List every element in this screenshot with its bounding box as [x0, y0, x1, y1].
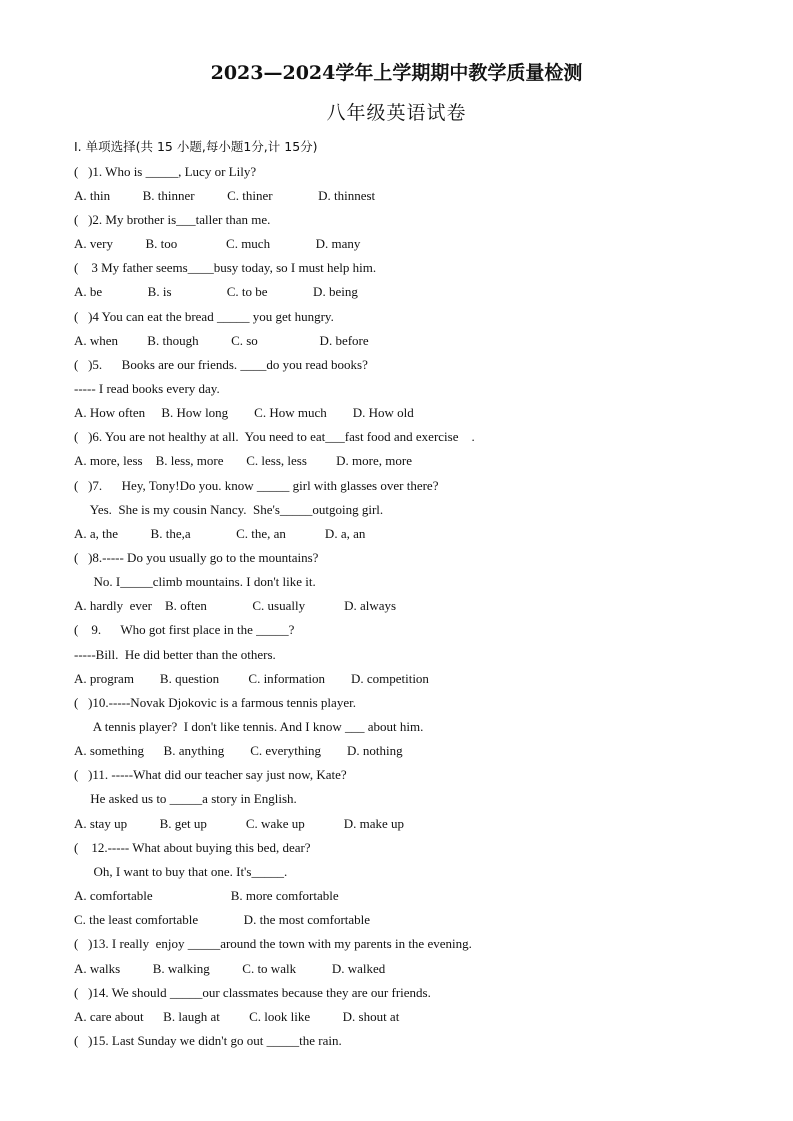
exam-line: A. something B. anything C. everything D. nothing — [74, 743, 403, 758]
exam-title: 2023—2024学年上学期期中教学质量检测 — [210, 62, 583, 84]
exam-line: A. a, the B. the,a C. the, an D. a, an — [74, 526, 366, 541]
exam-line: A. hardly ever B. often C. usually D. always — [74, 598, 397, 613]
exam-line: A. very B. too C. much D. many — [74, 236, 361, 251]
exam-line: A. be B. is C. to be D. being — [74, 284, 358, 299]
exam-line: ( )15. Last Sunday we didn't go out _____the rain. — [74, 1033, 342, 1048]
exam-line: ( )6. You are not healthy at all. You need to eat___fast food and exercise . — [74, 429, 475, 444]
exam-line: ( )1. Who is _____, Lucy or Lily? — [74, 164, 257, 179]
exam-line: ( )11. -----What did our teacher say just now, Kate? — [74, 767, 347, 782]
exam-subtitle: 八年级英语试卷 — [326, 102, 467, 124]
exam-line: A. walks B. walking C. to walk D. walked — [74, 961, 386, 976]
exam-line: A. when B. though C. so D. before — [74, 333, 369, 348]
exam-line: A. comfortable B. more comfortable — [74, 888, 339, 903]
exam-line: ( )10.-----Novak Djokovic is a farmous tennis player. — [74, 695, 356, 710]
exam-line: ( )4 You can eat the bread _____ you get hungry. — [74, 309, 334, 324]
exam-line: A. care about B. laugh at C. look like D. shout at — [74, 1009, 400, 1024]
exam-line: A. stay up B. get up C. wake up D. make up — [74, 816, 405, 831]
exam-line: C. the least comfortable D. the most comfortable — [74, 912, 371, 927]
exam-line: Yes. She is my cousin Nancy. She's_____outgoing girl. — [74, 502, 384, 517]
exam-line: No. I_____climb mountains. I don't like it. — [74, 574, 316, 589]
exam-line: ( 12.----- What about buying this bed, dear? — [74, 840, 311, 855]
exam-line: ( )8.----- Do you usually go to the mountains? — [74, 550, 319, 565]
exam-line: ( 3 My father seems____busy today, so I must help him. — [74, 260, 377, 275]
exam-line: A tennis player? I don't like tennis. And I know ___ about him. — [74, 719, 424, 734]
exam-line: ( )7. Hey, Tony!Do you. know _____ girl with glasses over there? — [74, 478, 439, 493]
exam-line: He asked us to _____a story in English. — [74, 791, 297, 806]
exam-line: ( )13. I really enjoy _____around the town with my parents in the evening. — [74, 936, 472, 951]
exam-line: ( )5. Books are our friends. ____do you read books? — [74, 357, 368, 372]
exam-line: -----Bill. He did better than the others. — [74, 647, 276, 662]
exam-line: ( 9. Who got first place in the _____? — [74, 622, 295, 637]
exam-line: A. more, less B. less, more C. less, less D. more, more — [74, 453, 412, 468]
exam-line: A. How often B. How long C. How much D. How old — [74, 405, 414, 420]
exam-line: Oh, I want to buy that one. It's_____. — [74, 864, 288, 879]
exam-line: ( )14. We should _____our classmates because they are our friends. — [74, 985, 431, 1000]
exam-line: A. program B. question C. information D. competition — [74, 671, 429, 686]
exam-line: A. thin B. thinner C. thiner D. thinnest — [74, 188, 376, 203]
exam-line: ----- I read books every day. — [74, 381, 220, 396]
section-heading: I. 单项选择(共 15 小题,每小题1分,计 15分) — [74, 139, 318, 154]
exam-line: ( )2. My brother is___taller than me. — [74, 212, 271, 227]
